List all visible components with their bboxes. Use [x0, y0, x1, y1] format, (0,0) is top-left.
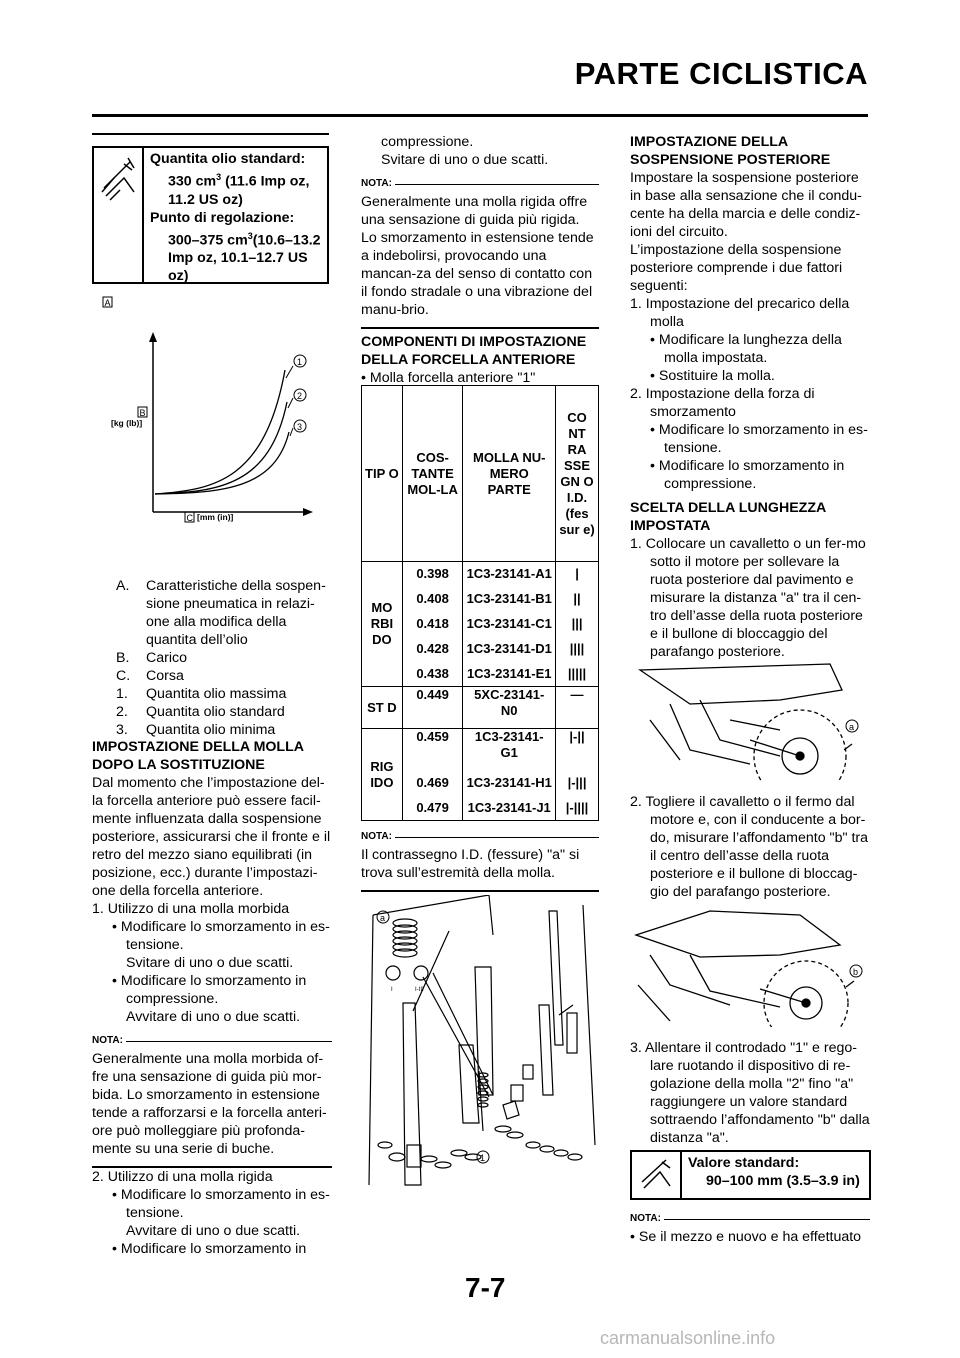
- legend-item: 1. Quantita olio massima: [116, 686, 287, 702]
- oil-quantity-graph: [95, 290, 325, 530]
- table-row: RIG IDO 0.459 1C3-23141-G1 |-||: [362, 729, 599, 771]
- col3-text: [630, 133, 870, 661]
- fig2-label-b: b: [853, 967, 859, 977]
- nota-label: NOTA:: [92, 1032, 332, 1050]
- spec-line-6: Imp oz, 10.1–12.7 US: [168, 250, 308, 267]
- list-item: 1. Collocare un cavalletto o un fer-mo sotto il motore per sollevare la ruota posteriore dal pavimento e misurare la distanza "a" tra il cen-tro dell’asse della ruota posteriore e il bullone di bloccaggio del parafango posteriore.: [630, 536, 866, 660]
- motorcycle-loaded-diagram: [630, 905, 868, 1027]
- continued-text: Svitare di uno o due scatti.: [381, 152, 549, 168]
- bullet-item: • Modificare lo smorzamento in: [112, 1241, 307, 1257]
- table-row: 0.408 1C3-23141-B1 ||: [362, 587, 599, 612]
- spec-line-7: oz): [168, 268, 189, 285]
- legend-item: A. Caratteristiche della sospen-sione pneumatica in relazi-one alla modifica della quantita dell’olio: [116, 578, 326, 648]
- nota-label: NOTA:: [361, 175, 599, 193]
- table-header: COS-TANTE MOL-LA: [402, 386, 463, 562]
- table-row: 0.469 1C3-23141-H1 |-|||: [362, 771, 599, 796]
- col1-text: [92, 738, 332, 1258]
- nota-label: NOTA:: [630, 1210, 870, 1228]
- col2-text: [361, 133, 599, 387]
- col1-top-rule: [92, 133, 329, 135]
- table-row: 0.428 1C3-23141-D1 ||||: [362, 637, 599, 662]
- bullet-item: • Modificare lo smorzamento in compressione.: [650, 458, 845, 492]
- col3-step3: [630, 1039, 870, 1147]
- bullet-item: • Modificare lo smorzamento in es-tensione.: [650, 422, 868, 456]
- bullet-item: • Modificare lo smorzamento in compressione.: [112, 973, 307, 1007]
- bullet-item: • Modificare la lunghezza della molla impostata.: [650, 332, 842, 366]
- nota-body: Il contrassegno I.D. (fessure) "a" si trova sull’estremità della molla.: [361, 846, 599, 892]
- legend-item: C. Corsa: [116, 668, 184, 684]
- nota-body: Generalmente una molla morbida of-fre una sensazione di guida più mor-bida. Lo smorzamento in estensione tende a rafforzarsi e la forcella anteri-ore può molleggiare più profonda-mente su una serie di buche.: [92, 1050, 332, 1168]
- bullet-item: • Modificare lo smorzamento in es-tensione.: [112, 1187, 330, 1221]
- header-rule: [92, 114, 868, 117]
- legend-item: 3. Quantita olio minima: [116, 722, 276, 738]
- spec-line-2: 330 $cm^3$ (11.6 Imp oz,: [168, 172, 310, 190]
- list-item: 1. Utilizzo di una molla morbida: [92, 901, 290, 917]
- watermark: carmanualsonline.info: [600, 1328, 776, 1348]
- group-cell: MO RBI DO: [362, 562, 403, 687]
- page-number: 7-7: [465, 1272, 506, 1303]
- spec-line-4: Punto di regolazione:: [150, 209, 295, 226]
- table-header: MOLLA NU-MERO PARTE: [463, 386, 556, 562]
- nota-label: NOTA:: [361, 828, 599, 846]
- bullet-sub: Svitare di uno o due scatti.: [126, 955, 294, 971]
- section-heading: IMPOSTAZIONE DELLA MOLLA DOPO LA SOSTITUZIONE: [92, 739, 304, 773]
- spec-line-5: 300–375 $cm^3(10.6-13.2$: [168, 230, 321, 249]
- page-title: PARTE CICLISTICA: [574, 56, 868, 91]
- paragraph: Dal momento che l’impostazione del-la forcella anteriore può essere facil-mente influenzata dalla sospensione posteriore, assicurarsi che il fronte e il retro del mezzo siano equilibrati (in posizione, ecc.) durante l’impostazi-one della forcella anteriore.: [92, 775, 331, 899]
- curve-max: [155, 370, 285, 494]
- wrench-icon: [94, 148, 144, 282]
- fig1-label-a: a: [849, 722, 855, 732]
- section-heading: SCELTA DELLA LUNGHEZZA IMPOSTATA: [630, 500, 826, 534]
- legend-item: 2. Quantita olio standard: [116, 704, 285, 720]
- col3-nota: [630, 1204, 870, 1246]
- spec-line-3: 11.2 US oz): [168, 191, 243, 208]
- oil-quantity-spec-box: [92, 146, 329, 284]
- legend-item: B. Carico: [116, 650, 187, 666]
- col3-step2: [630, 793, 870, 901]
- bullet-item: • Sostituire la molla.: [650, 368, 775, 384]
- bullet-item: • Molla forcella anteriore "1": [361, 370, 536, 386]
- fig-label-a: a: [380, 913, 386, 923]
- nota-body: Generalmente una molla rigida offre una sensazione di guida più rigida. Lo smorzamento in estensione tende a indebolirsi, provocando una mancan-za del senso di contatto con il fondo stradale o una vibrazione del manu-brio.: [361, 193, 599, 329]
- fig-label-1: 1: [480, 1153, 486, 1163]
- bullet-item: • Modificare lo smorzamento in es-tensione.: [112, 919, 330, 953]
- id-mark-hard: I-III: [415, 987, 424, 993]
- group-cell: RIG IDO: [362, 729, 403, 821]
- spec-line-1: Quantita olio standard:: [150, 151, 306, 167]
- curve-2-label: 2: [297, 391, 303, 401]
- list-item: 2. Utilizzo di una molla rigida: [92, 1169, 273, 1185]
- table-row: 0.438 1C3-23141-E1 |||||: [362, 662, 599, 687]
- y-unit: [kg (lb)]: [111, 418, 143, 428]
- bullet-sub: Avvitare di uno o due scatti.: [126, 1009, 301, 1025]
- paragraph: L’impostazione della sospensione posteriore comprende i due fattori seguenti:: [630, 242, 843, 294]
- continued-text: compressione.: [381, 134, 474, 150]
- motorcycle-rear-raised-diagram: [630, 660, 868, 782]
- paragraph: Impostare la sospensione posteriore in base alla sensazione che il condu-cente ha della marcia e delle condiz-ioni del circuito.: [630, 170, 862, 240]
- table-header: CO NT RA SSE GN O I.D. (fes sur e): [556, 386, 599, 562]
- bullet-item: • Se il mezzo e nuovo e ha effettuato: [630, 1229, 862, 1245]
- table-row: 0.479 1C3-23141-J1 |-||||: [362, 796, 599, 821]
- list-item: 1. Impostazione del precarico della molla: [630, 296, 850, 330]
- wrench-icon: [632, 1152, 682, 1198]
- curve-min: [155, 432, 289, 494]
- table-header: TIP O: [362, 386, 403, 562]
- section-heading: IMPOSTAZIONE DELLA SOSPENSIONE POSTERIORE: [630, 134, 831, 168]
- col2-nota2: [361, 822, 599, 892]
- curve-3-label: 3: [297, 422, 303, 432]
- id-mark-soft: I: [391, 987, 393, 993]
- curve-1-label: 1: [297, 357, 303, 367]
- x-unit: [mm (in)]: [197, 512, 234, 522]
- standard-value-box: [630, 1150, 871, 1200]
- label-b: B: [139, 408, 146, 418]
- graph-legend: [116, 577, 331, 739]
- table-row: 0.418 1C3-23141-C1 |||: [362, 612, 599, 637]
- bullet-sub: Avvitare di uno o due scatti.: [126, 1223, 301, 1239]
- list-item: 2. Impostazione della forza di smorzamento: [630, 386, 815, 420]
- group-cell: ST D: [362, 687, 403, 729]
- label-c: C: [186, 513, 193, 523]
- std-label: Valore standard:: [688, 1155, 800, 1171]
- spring-spec-table: [361, 385, 599, 821]
- section-heading: COMPONENTI DI IMPOSTAZIONE DELLA FORCELLA ANTERIORE: [361, 334, 587, 368]
- std-value: 90–100 mm (3.5–3.9 in): [706, 1173, 860, 1189]
- list-item: 2. Togliere il cavalletto o il fermo dal motore e, con il conducente a bor-do, misurare l’affondamento "b" tra il centro dell’asse della ruota posteriore e il bullone di bloccag-gio del parafango posteriore.: [630, 794, 869, 900]
- table-row: MO RBI DO 0.398 1C3-23141-A1 |: [362, 562, 599, 587]
- table-row: ST D 0.449 5XC-23141-N0 —: [362, 687, 599, 729]
- list-item: 3. Allentare il controdado "1" e rego-lare ruotando il dispositivo di re-golazione della molla "2" fino "a" raggiungere un valore standard sottraendo l’affondamento "b" dalla distanza "a".: [630, 1040, 870, 1146]
- fork-exploded-diagram: [363, 895, 599, 1187]
- label-a: A: [104, 298, 111, 308]
